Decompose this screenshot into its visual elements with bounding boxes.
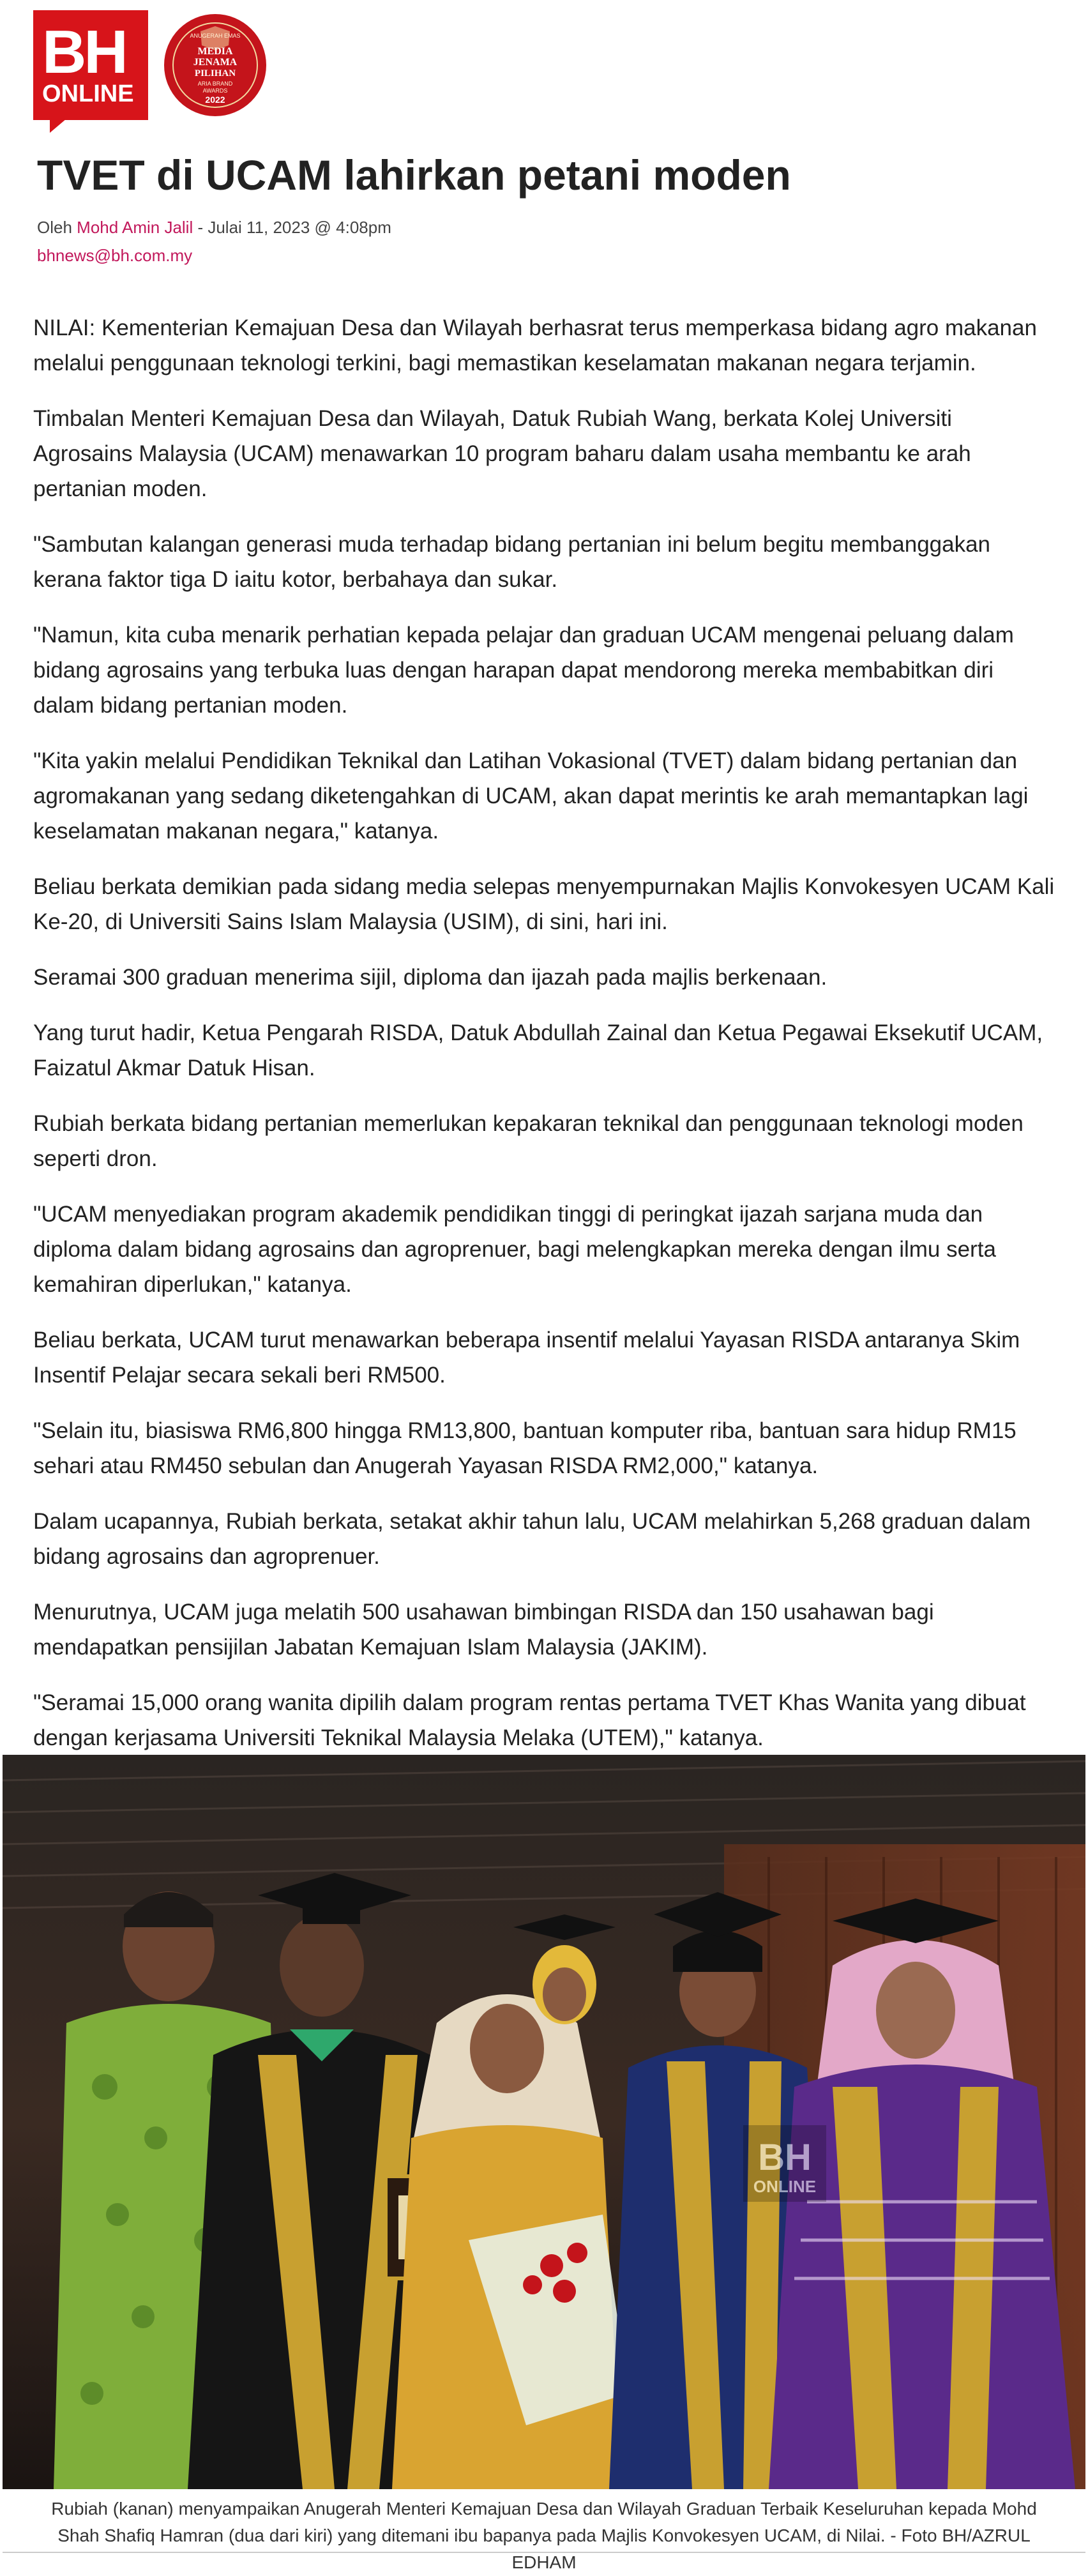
article-title: TVET di UCAM lahirkan petani moden xyxy=(37,151,791,199)
article-paragraph: "Selain itu, biasiswa RM6,800 hingga RM13,800, bantuan komputer riba, bantuan sara hidup RM15 sehari atau RM450 sebulan dan Anugerah Yayasan RISDA RM2,000," katanya. xyxy=(33,1418,1016,1478)
article-paragraph: "UCAM menyediakan program akademik pendidikan tinggi di peringkat ijazah sarjana muda dan diploma dalam bidang agrosains dan agroprenuer, bagi melengkapkan mereka dengan ilmu serta kemahiran diperlukan," katanya. xyxy=(33,1202,996,1297)
article-paragraph: "Kita yakin melalui Pendidikan Teknikal dan Latihan Vokasional (TVET) dalam bidang pertanian dan agromakanan yang sedang diketengahkan di UCAM, akan dapat merintis ke arah memantapkan lagi keselamatan makanan negara," katanya. xyxy=(33,748,1029,844)
photo-illustration xyxy=(3,1755,1085,2489)
article-paragraph: Dalam ucapannya, Rubiah berkata, setakat akhir tahun lalu, UCAM melahirkan 5,268 graduan dalam bidang agrosains dan agroprenuer. xyxy=(33,1509,1031,1569)
seal-line-5: ARIA BRAND xyxy=(197,80,233,87)
article-paragraph: Yang turut hadir, Ketua Pengarah RISDA, Datuk Abdullah Zainal dan Ketua Pegawai Eksekutif UCAM, Faizatul Akmar Datuk Hisan. xyxy=(33,1020,1043,1080)
publish-date: - Julai 11, 2023 @ 4:08pm xyxy=(193,218,391,237)
email-link[interactable]: bhnews@bh.com.my xyxy=(37,246,193,265)
article-body xyxy=(33,310,1055,1776)
seal-line-2: MEDIA xyxy=(197,46,233,57)
logo-bh-text: BH xyxy=(42,18,126,86)
article-paragraph: Rubiah berkata bidang pertanian memerlukan kepakaran teknikal dan penggunaan teknologi moden seperti dron. xyxy=(33,1111,1024,1171)
article-paragraph: Menurutnya, UCAM juga melatih 500 usahawan bimbingan RISDA dan 150 usahawan bagi mendapatkan pensijilan Jabatan Kemajuan Islam Malaysia (JAKIM). xyxy=(33,1600,934,1660)
seal-line-7: 2022 xyxy=(205,95,225,105)
author-email xyxy=(37,243,192,268)
seal-line-3: JENAMA xyxy=(193,57,238,68)
article-paragraph: NILAI: Kementerian Kemajuan Desa dan Wilayah berhasrat terus memperkasa bidang agro makanan melalui penggunaan teknologi terkini, bagi memastikan keselamatan makanan negara terjamin. xyxy=(33,315,1037,375)
article-paragraph: "Seramai 15,000 orang wanita dipilih dalam program rentas pertama TVET Khas Wanita yang dibuat dengan kerjasama Universiti Teknikal Malaysia Melaka (UTEM)," katanya. xyxy=(33,1690,1026,1750)
byline-prefix: Oleh xyxy=(37,218,77,237)
site-header xyxy=(33,9,268,121)
bh-online-logo[interactable] xyxy=(33,10,148,120)
article-paragraph: Timbalan Menteri Kemajuan Desa dan Wilayah, Datuk Rubiah Wang, berkata Kolej Universiti Agrosains Malaysia (UCAM) menawarkan 10 program baharu dalam usaha membantu ke arah pertanian moden. xyxy=(33,406,971,501)
watermark-online: ONLINE xyxy=(753,2177,817,2196)
seal-line-6: AWARDS xyxy=(202,87,228,94)
author-link[interactable]: Mohd Amin Jalil xyxy=(77,218,193,237)
article-paragraph: "Sambutan kalangan generasi muda terhadap bidang pertanian ini belum begitu membanggakan kerana faktor tiga D iaitu kotor, berbahaya dan sukar. xyxy=(33,532,991,592)
award-seal-icon xyxy=(162,12,268,118)
photo-watermark xyxy=(743,2125,826,2202)
seal-line-1: ANUGERAH EMAS xyxy=(190,33,241,39)
logo-notch xyxy=(50,119,66,133)
logo-online-text: ONLINE xyxy=(42,80,134,107)
article-paragraph: Beliau berkata, UCAM turut menawarkan beberapa insentif melalui Yayasan RISDA antaranya Skim Insentif Pelajar secara sekali beri RM500. xyxy=(33,1328,1020,1388)
article-paragraph: Beliau berkata demikian pada sidang media selepas menyempurnakan Majlis Konvokesyen UCAM Kali Ke-20, di Universiti Sains Islam Malaysia (USIM), di sini, hari ini. xyxy=(33,874,1055,934)
photo-caption: Rubiah (kanan) menyampaikan Anugerah Menteri Kemajuan Desa dan Wilayah Graduan Terbaik Keseluruhan kepada Mohd Shah Shafiq Hamran (dua dari kiri) yang ditemani ibu bapanya pada Majlis Konvokesyen UCAM, di Nilai. - Foto BH/AZRUL EDHAM xyxy=(3,2489,1085,2553)
article-paragraph: Seramai 300 graduan menerima sijil, diploma dan ijazah pada majlis berkenaan. xyxy=(33,965,827,990)
article-paragraph: "Namun, kita cuba menarik perhatian kepada pelajar dan graduan UCAM mengenai peluang dalam bidang agrosains yang terbuka luas dengan harapan dapat mendorong mereka membabitkan diri dalam bidang pertanian moden. xyxy=(33,623,1014,718)
seal-line-4: PILIHAN xyxy=(194,68,236,79)
article-byline xyxy=(37,215,391,240)
watermark-bh: BH xyxy=(758,2137,812,2178)
article-photo[interactable] xyxy=(3,1755,1085,2489)
